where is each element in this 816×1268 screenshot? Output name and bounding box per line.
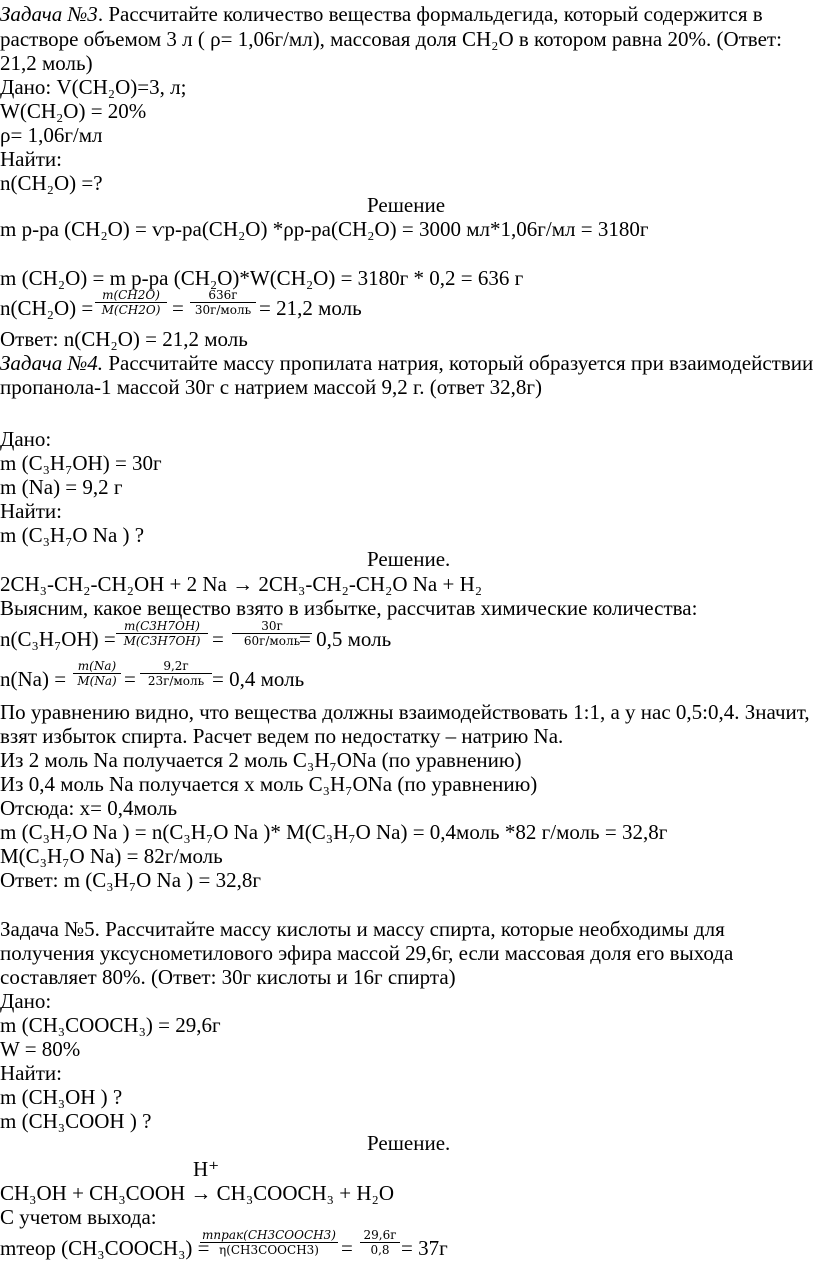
task3-line3: 21,2 моль)	[0, 51, 93, 75]
task4-line-l5: M(C₃H₇O Na) = 82г/моль	[0, 844, 223, 868]
task3-answer: Ответ: n(CH₂O) = 21,2 моль	[0, 327, 248, 351]
task4-line-l3: Отсюда: х= 0,4моль	[0, 796, 178, 820]
task3-given-rho: ρ= 1,06г/мл	[0, 123, 103, 147]
task4-given-2: m (Na) = 9,2 г	[0, 475, 123, 499]
task4-n2-left: n(Na) =	[0, 667, 67, 691]
task5-given-2: W = 80%	[0, 1037, 81, 1061]
task5-given-1: m (CH₃COOCH₃) = 29,6г	[0, 1013, 221, 1037]
task3-solution-heading: Решение	[367, 193, 446, 217]
task4-find-label: Найти:	[0, 499, 62, 523]
task5-line1: Задача №5. Рассчитайте массу кислоты и массу спирта, которые необходимы для	[0, 917, 725, 941]
task3-eq1: m р-ра (CH₂O) = ѵр-ра(CH₂O) *ρр-ра(CH₂O) = 3000 мл*1,06г/мл = 3180г	[0, 217, 649, 241]
task3-given-w: W(CH₂O) = 20%	[0, 99, 147, 123]
task5-solution-heading: Решение.	[367, 1131, 451, 1155]
task4-given: Дано:	[0, 427, 52, 451]
task3-title: Задача №3	[0, 2, 98, 26]
task3-line1: Задача №3. Рассчитайте количество вещества формальдегида, который содержится в	[0, 2, 763, 26]
task3-find-label: Найти:	[0, 147, 62, 171]
task5-given: Дано:	[0, 989, 52, 1013]
task4-para1: По уравнению видно, что вещества должны взаимодействовать 1:1, а у нас 0,5:0,4. Значит,	[0, 700, 810, 724]
task4-line-l1: Из 2 моль Na получается 2 моль C₃H₇ONa (по уравнению)	[0, 748, 522, 772]
task5-find-2: m (CH₃COOH ) ?	[0, 1109, 152, 1133]
task4-solution-heading: Решение.	[367, 547, 451, 571]
task3-eq2: m (CH₂O) = m р-ра (CH₂O)*W(CH₂O) = 3180г * 0,2 = 636 г	[0, 266, 524, 290]
task4-n2-fraction-formula: $\frac{m(Na)}{M(Na)}$	[73, 659, 121, 688]
task4-n2-equals: =	[124, 667, 136, 691]
task5-reaction: CH₃OH + CH₃COOH → CH₃COOCH₃ + H₂O	[0, 1181, 394, 1205]
task5-line3: составляет 80%. (Ответ: 30г кислоты и 16г спирта)	[0, 965, 456, 989]
task5-equals: =	[341, 1236, 353, 1260]
task5-fraction-values: 29,6г 0,8	[360, 1228, 400, 1257]
task4-n1-equals: =	[212, 627, 224, 651]
task4-excess-text: Выясним, какое вещество взято в избытке, рассчитав химические количества:	[0, 596, 698, 620]
task4-given-1: m (C₃H₇OH) = 30г	[0, 451, 162, 475]
task4-n1-left: n(C₃H₇OH) =	[0, 627, 116, 651]
task5-fraction-formula: mпрак(CH3COOCH3) η(CH3COOCH3)	[200, 1228, 338, 1257]
task4-n1-result: = 0,5 моль	[299, 627, 392, 651]
task5-find-1: m (CH₃OH ) ?	[0, 1085, 123, 1109]
task3-n-left: n(CH₂O) =	[0, 296, 94, 320]
task4-find: m (C₃H₇O Na ) ?	[0, 523, 145, 547]
task5-catalyst: H⁺	[193, 1157, 220, 1181]
task3-fraction-formula: $\frac{m(CH2O)}{M(CH2O)}$	[95, 288, 167, 317]
task5-mt-result: = 37г	[401, 1236, 448, 1260]
task4-line-l2: Из 0,4 моль Na получается х моль C₃H₇ONa (по уравнению)	[0, 772, 538, 796]
task4-n2-result: = 0,4 моль	[212, 667, 305, 691]
task4-line2: пропанола-1 массой 30г с натрием массой 9,2 г. (ответ 32,8г)	[0, 375, 543, 399]
task3-line2: растворе объемом 3 л ( ρ= 1,06г/мл), массовая доля CH₂O в котором равна 20%. (Ответ:	[0, 27, 782, 51]
task4-n1-fraction-formula: $\frac{m(C3H7OH)}{M(C3H7OH)}$	[116, 619, 208, 648]
task4-n2-fraction-values: 9,2г 23г/моль	[140, 659, 212, 688]
task3-equals: =	[172, 296, 184, 320]
task5-find-label: Найти:	[0, 1061, 62, 1085]
task5-line2: получения уксуснометилового эфира массой 29,6г, если массовая доля его выхода	[0, 941, 734, 965]
task4-line-l4: m (C₃H₇O Na ) = n(C₃H₇O Na )* M(C₃H₇O Na) = 0,4моль *82 г/моль = 32,8г	[0, 820, 668, 844]
task4-reaction: 2CH₃-CH₂-CH₂OH + 2 Na → 2CH₃-CH₂-CH₂O Na + H₂	[0, 572, 483, 596]
task4-para2: взят избыток спирта. Расчет ведем по недостатку – натрию Na.	[0, 724, 564, 748]
task4-title: Задача №4.	[0, 351, 104, 375]
task4-answer: Ответ: m (C₃H₇O Na ) = 32,8г	[0, 868, 261, 892]
task5-yield-label: С учетом выхода:	[0, 1205, 157, 1229]
task3-n-result: = 21,2 моль	[259, 296, 362, 320]
task4-n1-fraction-values: 30г 60г/моль	[232, 619, 312, 648]
task3-fraction-values: 636г 30г/моль	[190, 288, 256, 317]
task3-find: n(CH₂O) =?	[0, 171, 103, 195]
task5-mt-left: mтеор (CH₃COOCH₃) =	[0, 1236, 210, 1260]
task3-given: Дано: V(CH₂O)=3, л;	[0, 75, 187, 99]
task4-line1: Задача №4. Рассчитайте массу пропилата натрия, который образуется при взаимодействии	[0, 351, 814, 375]
